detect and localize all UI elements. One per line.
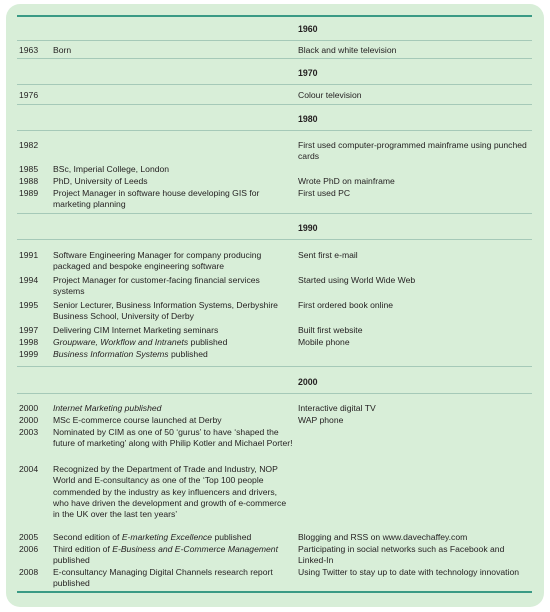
row-year: 1976 [19,90,39,100]
row-year: 2000 [19,403,39,413]
row-year: 1985 [19,164,39,174]
row-tech: Using Twitter to stay up to date with technology innovation [298,567,520,577]
row-tech: Wrote PhD on mainframe [298,176,395,186]
row-event: PhD, University of Leeds [53,176,148,186]
row-year: 2000 [19,415,39,425]
decade-heading: 2000 [298,377,318,387]
book-title: E-marketing Excellence [121,532,213,542]
row-event [53,349,293,360]
row-year: 1991 [19,250,39,260]
row-event: Senior Lecturer, Business Information Systems, Derbyshire Business School, University of Derby [53,300,278,322]
row-year: 2004 [19,464,39,474]
rule [17,393,532,394]
row-event: Delivering CIM Internet Marketing seminars [53,325,219,335]
rule [17,58,532,59]
row-event: Born [53,45,72,55]
row-tech: First ordered book online [298,300,394,310]
row-tech: Black and white television [298,45,397,55]
row-year: 1963 [19,45,39,55]
event-prefix: Second edition of [53,532,122,542]
decade-heading: 1960 [298,24,318,34]
row-event: Software Engineering Manager for company producing packaged and bespoke engineering software [53,250,262,272]
bottom-rule [17,591,532,593]
row-tech: First used computer-programmed mainframe using punched cards [298,140,527,162]
decade-heading: 1970 [298,68,318,78]
book-title: Business Information Systems [53,349,169,359]
row-tech: Started using World Wide Web [298,275,416,285]
rule [17,84,532,85]
row-year: 1989 [19,188,39,198]
row-tech: Interactive digital TV [298,403,376,413]
row-tech: Mobile phone [298,337,350,347]
row-event: E-consultancy Managing Digital Channels research report published [53,567,273,589]
row-tech: WAP phone [298,415,344,425]
row-event: MSc E-commerce course launched at Derby [53,415,222,425]
row-event: Nominated by CIM as one of 50 ‘gurus’ to have ‘shaped the future of marketing’ along with Philip Kotler and Michael Porter! [53,427,293,449]
event-suffix: published [188,337,228,347]
row-tech: Blogging and RSS on www.davechaffey.com [298,532,468,542]
rule [17,239,532,240]
event-suffix: published [53,555,90,566]
row-year: 1994 [19,275,39,285]
row-event: BSc, Imperial College, London [53,164,170,174]
rule [17,366,532,367]
row-event: Recognized by the Department of Trade and Industry, NOP World and E-consultancy as one of the ‘Top 100 people commended by the industry as key influencers and drivers, who have driven the development and growth of e-commerce in the UK over the last ten years’ [53,464,287,520]
rule [17,130,532,131]
decade-heading: 1990 [298,223,318,233]
rule [17,40,532,41]
row-tech: Built first website [298,325,363,335]
top-rule [17,15,532,17]
row-tech: Participating in social networks such as Facebook and Linked-In [298,544,505,566]
row-year: 1988 [19,176,39,186]
event-prefix: Third edition of [53,544,113,554]
row-event [53,403,293,414]
book-title: E-Business and E-Commerce Management [112,544,278,554]
decade-heading: 1980 [298,114,318,124]
event-suffix: published [168,349,208,359]
row-year: 2005 [19,532,39,542]
row-event: Project Manager in software house developing GIS for marketing planning [53,188,260,210]
row-tech: First used PC [298,188,351,198]
row-year: 1997 [19,325,39,335]
row-year: 2003 [19,427,39,437]
row-event [53,544,293,567]
event-suffix: published [212,532,252,542]
row-tech: Sent first e-mail [298,250,358,260]
rule [17,213,532,214]
row-year: 2006 [19,544,39,554]
row-event [53,337,293,348]
row-event: Project Manager for customer-facing financial services systems [53,275,260,297]
row-year: 1999 [19,349,39,359]
row-year: 1982 [19,140,39,150]
book-title: Internet Marketing published [53,403,162,413]
book-title: Groupware, Workflow and Intranets [53,337,189,347]
rule [17,104,532,105]
row-event [53,532,293,543]
row-year: 2008 [19,567,39,577]
row-year: 1998 [19,337,39,347]
row-year: 1995 [19,300,39,310]
row-tech: Colour television [298,90,362,100]
